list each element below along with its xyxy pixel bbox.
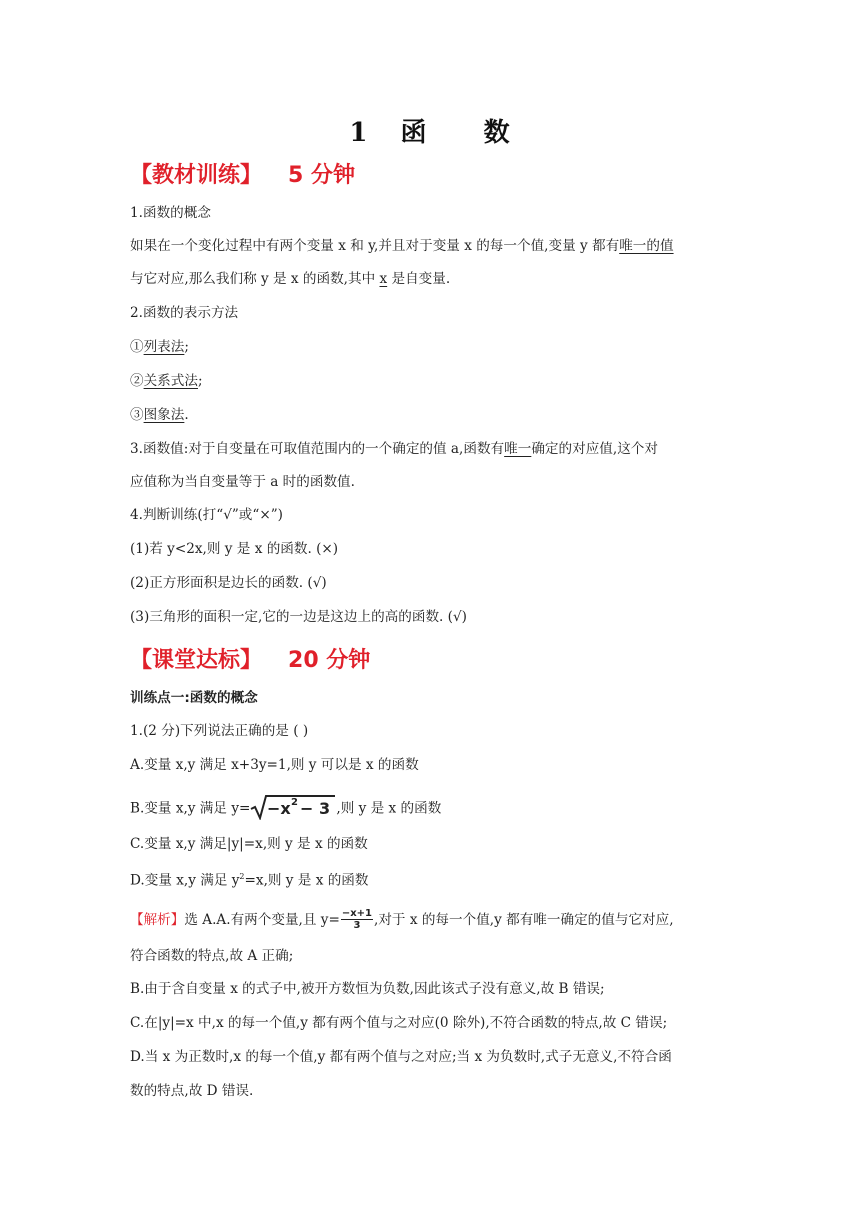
page-title: [0, 112, 860, 149]
judgement-item: (1)若 y<2x,则 y 是 x 的函数. (×): [130, 541, 339, 557]
blank-answer: x: [379, 271, 388, 287]
svg-text:−x: −x: [267, 799, 292, 818]
explanation-line-5: D.当 x 为正数时,x 的每一个值,y 都有两个值与之对应;当 x 为负数时,式子无意义,不符合函: [130, 1049, 672, 1065]
judgement-item: (3)三角形的面积一定,它的一边是这边上的高的函数. (√): [130, 609, 467, 625]
option-c: C.变量 x,y 满足|y|=x,则 y 是 x 的函数: [130, 836, 368, 852]
section-label: 【教材训练】: [130, 163, 263, 188]
blank-answer: 唯一的值: [619, 238, 674, 254]
section-heading-classroom: [130, 643, 370, 674]
blank-answer: 图象法: [143, 407, 185, 423]
concept-line-2: 与它对应,那么我们称 y 是 x 的函数,其中 x 是自变量.: [130, 271, 451, 287]
method-item: ②关系式法;: [130, 373, 203, 389]
blank-answer: 列表法: [143, 339, 185, 355]
function-value-line-2: 应值称为当自变量等于 a 时的函数值.: [130, 474, 355, 490]
judgement-heading: 4.判断训练(打“√”或“×”): [130, 507, 283, 523]
training-point-heading: 训练点一:函数的概念: [130, 690, 258, 706]
concept-line-1: 如果在一个变化过程中有两个变量 x 和 y,并且对于变量 x 的每一个值,变量 y 都有唯一的值: [130, 238, 674, 254]
option-d: D.变量 x,y 满足 $y^2=x$,则 y 是 x 的函数: [130, 872, 369, 889]
explanation-line-2: 符合函数的特点,故 A 正确;: [130, 948, 294, 964]
question-stem: 1.(2 分)下列说法正确的是 ( ): [130, 723, 309, 739]
title-char-2: 数: [483, 118, 511, 148]
svg-text:2: 2: [291, 797, 299, 808]
function-value-line-1: 3.函数值:对于自变量在可取值范围内的一个确定的值 a,函数有唯一确定的对应值,这个对: [130, 441, 658, 457]
option-b: B.变量 x,y 满足 y= −x 2 − 3 ,则 y 是 x 的函数: [130, 796, 441, 822]
sqrt-formula-image: [250, 794, 336, 820]
analysis-tag: 【解析】: [130, 912, 185, 928]
explanation-line-3: B.由于含自变量 x 的式子中,被开方数恒为负数,因此该式子没有意义,故 B 错误;: [130, 981, 605, 997]
section-heading-textbook: [130, 158, 355, 189]
representation-heading: 2.函数的表示方法: [130, 305, 239, 321]
method-item: ③图象法.: [130, 407, 189, 423]
judgement-item: (2)正方形面积是边长的函数. (√): [130, 575, 327, 591]
explanation-line-1: 【解析】选 A.A.有两个变量,且 y= $\frac{-x+1}{3}$ ,对于 x 的每一个值,y 都有唯一确定的值与它对应,: [130, 908, 674, 931]
section-label: 【课堂达标】: [130, 648, 263, 673]
option-a: A.变量 x,y 满足 x+3y=1,则 y 可以是 x 的函数: [130, 757, 419, 773]
blank-answer: 关系式法: [143, 373, 198, 389]
section-time: 20 分钟: [288, 648, 371, 673]
fraction: $\frac{-x+1}{3}$: [341, 908, 373, 931]
title-number: 1: [349, 118, 369, 148]
blank-answer: 唯一: [504, 441, 532, 457]
svg-text:− 3: − 3: [300, 799, 331, 818]
method-item: ①列表法;: [130, 339, 189, 355]
concept-heading: 1.函数的概念: [130, 205, 211, 221]
explanation-line-6: 数的特点,故 D 错误.: [130, 1083, 254, 1099]
title-char-1: 函: [400, 118, 428, 148]
explanation-line-4: C.在|y|=x 中,x 的每一个值,y 都有两个值与之对应(0 除外),不符合函数的特点,故 C 错误;: [130, 1015, 668, 1031]
section-time: 5 分钟: [288, 163, 355, 188]
